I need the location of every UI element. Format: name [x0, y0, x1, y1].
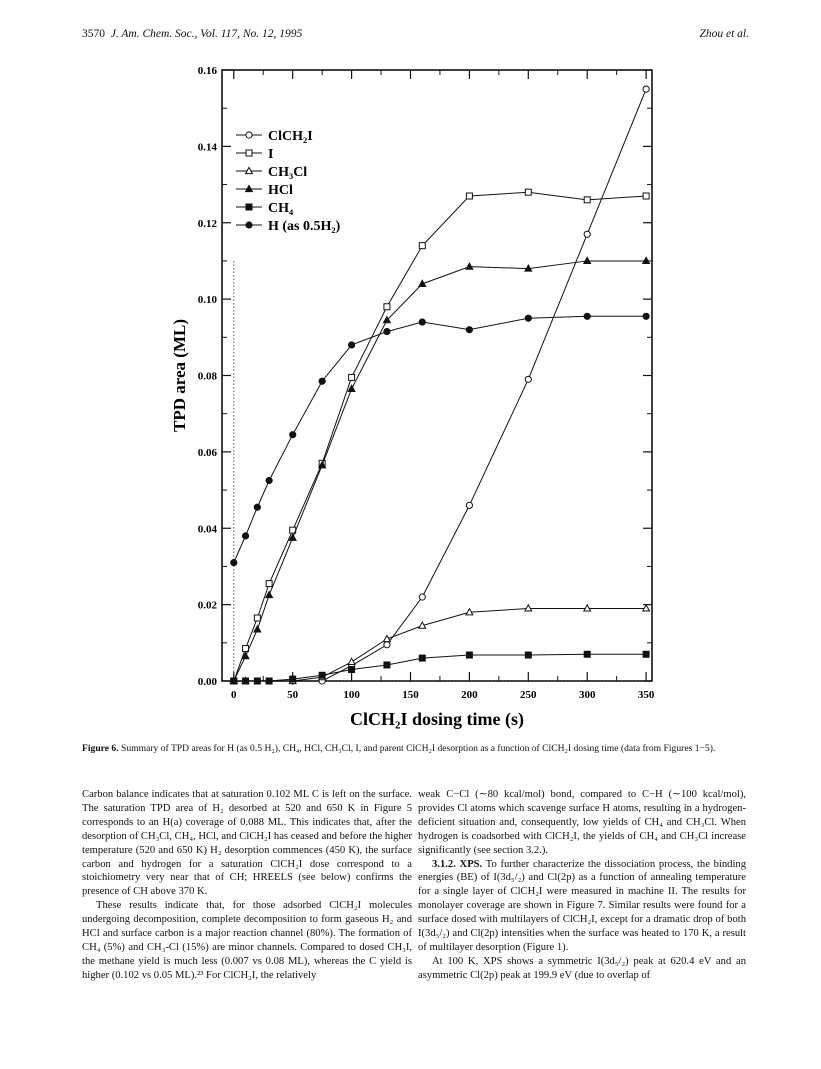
x-tick-label: 300	[578, 689, 596, 701]
paragraph-text: To further characterize the dissociation process, the binding energies (BE) of I(3d₅/₂) and Cl(2p) as a function of annealing temperature for a single layer of ClCH₂I were measured in machine II. The results for monolayer coverage are shown in Figure 7. Similar results were found for a surface dosed with multilayers of ClCH₂I, except for a dramatic drop of both I(3d₅/₂) and Cl(2p) intensities when the surface was heated to 170 K, a result of multilayer desorption (Figure 1).	[418, 858, 747, 953]
legend-entry	[236, 183, 293, 198]
x-tick-label: 200	[461, 689, 478, 701]
data-point	[266, 477, 272, 483]
data-point	[584, 197, 590, 203]
series-line	[234, 608, 646, 681]
data-point	[584, 651, 590, 657]
legend-label: H (as 0.5H₂)	[268, 219, 341, 234]
y-tick-label: 0.00	[197, 676, 217, 688]
data-point	[384, 304, 390, 310]
data-point	[643, 651, 649, 657]
data-point	[319, 672, 325, 678]
data-point	[643, 86, 649, 92]
plot-frame	[222, 70, 652, 681]
data-point	[266, 591, 273, 597]
series-group	[230, 257, 649, 683]
data-point	[525, 376, 531, 382]
caption-text: Summary of TPD areas for H (as 0.5 H₂), CH₄, HCl, CH₃Cl, I, and parent ClCH₂I desorption as a function of ClCH₂I dosing time (data from Figures 1−5).	[121, 743, 716, 754]
data-point	[466, 327, 472, 333]
legend-label: CH₄	[268, 201, 294, 216]
data-point	[466, 263, 473, 269]
data-point	[525, 315, 531, 321]
series-group	[230, 605, 649, 684]
legend-label: CH₃Cl	[268, 165, 308, 180]
x-tick-label: 50	[287, 689, 299, 701]
data-point	[349, 374, 355, 380]
data-point	[384, 662, 390, 668]
legend-marker	[246, 132, 252, 138]
data-point	[348, 385, 355, 391]
legend-label: I	[268, 147, 274, 162]
data-point	[348, 342, 354, 348]
paragraph-xps	[418, 858, 746, 955]
data-point	[254, 678, 260, 684]
data-point	[231, 678, 237, 684]
data-point	[254, 504, 260, 510]
legend-marker	[246, 204, 252, 210]
data-point	[242, 533, 248, 539]
data-point	[254, 615, 260, 621]
data-point	[466, 652, 472, 658]
series-line	[234, 316, 646, 562]
data-point	[584, 231, 590, 237]
legend-entry	[236, 129, 313, 144]
data-point	[319, 378, 325, 384]
data-point	[254, 626, 261, 632]
data-point	[419, 594, 425, 600]
x-tick-label: 250	[520, 689, 537, 701]
header-authors: Zhou et al.	[699, 28, 749, 40]
data-point	[290, 676, 296, 682]
x-tick-label: 0	[231, 689, 237, 701]
y-axis-label: TPD area (ML)	[170, 319, 189, 432]
data-point	[419, 319, 425, 325]
data-point	[643, 313, 649, 319]
y-tick-label: 0.12	[197, 217, 217, 230]
data-point	[419, 655, 425, 661]
paragraph: weak C−Cl (∼80 kcal/mol) bond, compared to C−H (∼100 kcal/mol), provides Cl atoms which scavenge surface H atoms, resulting in a hydrogen-deficient situation and, consequently, low yields of CH₄ and CH₃Cl. When hydrogen is coadsorbed with ClCH₂I, the yields of CH₄ and CH₃Cl increase significantly (see section 3.2.).	[418, 789, 746, 856]
y-tick-label: 0.10	[197, 294, 217, 307]
page-number: 3570	[82, 28, 105, 40]
y-tick-label: 0.08	[197, 370, 217, 383]
legend-entry	[236, 147, 273, 162]
legend-marker	[246, 222, 252, 228]
legend-label: ClCH₂I	[268, 129, 313, 144]
x-tick-label: 350	[637, 689, 655, 701]
data-point	[266, 678, 272, 684]
series-line	[234, 261, 646, 681]
data-point	[384, 328, 390, 334]
data-point	[584, 313, 590, 319]
data-point	[419, 243, 425, 249]
x-tick-label: 150	[402, 689, 419, 701]
data-point	[525, 189, 531, 195]
paragraph: These results indicate that, for those adsorbed ClCH₂I molecules undergoing decomposition, complete decomposition to form gaseous H₂ and HCl and surface carbon is a major reaction channel (80%). The formation of CH₄ (5%) and CH₃-Cl (15%) are minor channels. Compared to dosed CH₃I, the methane yield is much less (0.007 vs 0.08 ML), whereas the C yield is higher (0.102 vs 0.05 ML).²³ For ClCH₂I, the relatively	[82, 900, 412, 981]
legend-entry	[236, 201, 294, 216]
x-axis-label: ClCH₂I dosing time (s)	[350, 709, 524, 729]
data-point	[231, 560, 237, 566]
paragraph: At 100 K, XPS shows a symmetric I(3d₅/₂) peak at 620.4 eV and an asymmetric Cl(2p) peak at 199.9 eV (due to overlap of	[418, 955, 746, 981]
data-point	[290, 432, 296, 438]
legend-marker	[246, 150, 252, 156]
y-tick-label: 0.06	[197, 446, 217, 459]
y-tick-label: 0.02	[197, 599, 217, 612]
paragraph: Carbon balance indicates that at saturation 0.102 ML C is left on the surface. The saturation TPD area of H₂ desorbed at 520 and 650 K in Figure 5 corresponds to an H(a) coverage of 0.088 ML. This indicates that, after the desorption of CH₃Cl, CH₄, HCl, and ClCH₂I has ceased and before the higher temperature (520 and 650 K) H₂ desorption commences (450 K), the surface carbon and hydrogen for a saturation ClCH₂I dose correspond to a stoichiometry very near that of CH; HREELS (see below) confirms the presence of CH above 370 K.	[82, 789, 412, 898]
data-point	[384, 642, 390, 648]
figure-caption	[82, 743, 742, 756]
data-point	[466, 193, 472, 199]
body-column-left	[82, 788, 412, 983]
data-point	[349, 667, 355, 673]
caption-label: Figure 6.	[82, 743, 119, 754]
y-tick-label: 0.04	[197, 523, 217, 536]
section-heading: 3.1.2. XPS.	[432, 858, 483, 870]
data-point	[266, 581, 272, 587]
x-tick-label: 100	[343, 689, 360, 701]
legend-entry	[236, 219, 341, 234]
y-tick-label: 0.14	[197, 141, 217, 154]
y-tick-label: 0.16	[197, 65, 217, 77]
data-point	[525, 652, 531, 658]
data-point	[643, 193, 649, 199]
legend-label: HCl	[268, 183, 293, 198]
data-point	[243, 678, 249, 684]
data-point	[466, 502, 472, 508]
journal-citation: J. Am. Chem. Soc., Vol. 117, No. 12, 1995	[110, 28, 303, 40]
legend-entry	[236, 165, 307, 180]
data-point	[348, 658, 355, 664]
body-column-right	[418, 788, 746, 983]
